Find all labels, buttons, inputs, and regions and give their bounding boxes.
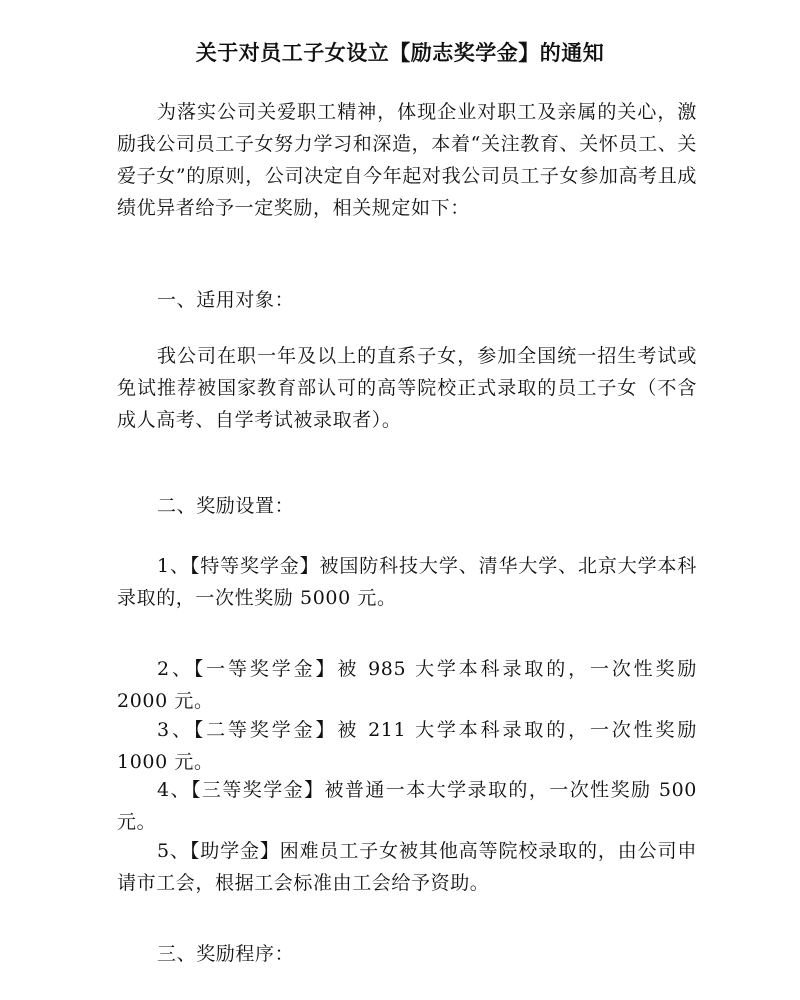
award-item-third: 4、【三等奖学金】被普通一本大学录取的，一次性奖励 500 元。 bbox=[117, 779, 697, 833]
award-item-special: 1、【特等奖学金】被国防科技大学、清华大学、北京大学本科录取的，一次性奖励 5000 元。 bbox=[117, 555, 697, 609]
section-heading-procedure: 三、奖励程序： bbox=[157, 943, 295, 965]
section-heading-awards: 二、奖励设置： bbox=[157, 495, 295, 517]
document-title: 关于对员工子女设立【励志奖学金】的通知 bbox=[195, 40, 605, 65]
award-item-first: 2、【一等奖学金】被 985 大学本科录取的，一次性奖励 2000 元。 bbox=[117, 658, 697, 712]
award-item-second: 3、【二等奖学金】被 211 大学本科录取的，一次性奖励 1000 元。 bbox=[117, 719, 697, 773]
section-heading-eligibility: 一、适用对象： bbox=[157, 289, 295, 311]
eligibility-paragraph: 我公司在职一年及以上的直系子女，参加全国统一招生考试或免试推荐被国家教育部认可的高等院校正式录取的员工子女（不含成人高考、自学考试被录取者）。 bbox=[117, 345, 697, 431]
award-item-grant: 5、【助学金】困难员工子女被其他高等院校录取的，由公司申请市工会，根据工会标准由工会给予资助。 bbox=[117, 840, 697, 894]
intro-paragraph: 为落实公司关爱职工精神，体现企业对职工及亲属的关心，激励我公司员工子女努力学习和深造，本着“关注教育、关怀员工、关爱子女”的原则，公司决定自今年起对我公司员工子女参加高考且成绩优异者给予一定奖励，相关规定如下： bbox=[117, 101, 697, 219]
